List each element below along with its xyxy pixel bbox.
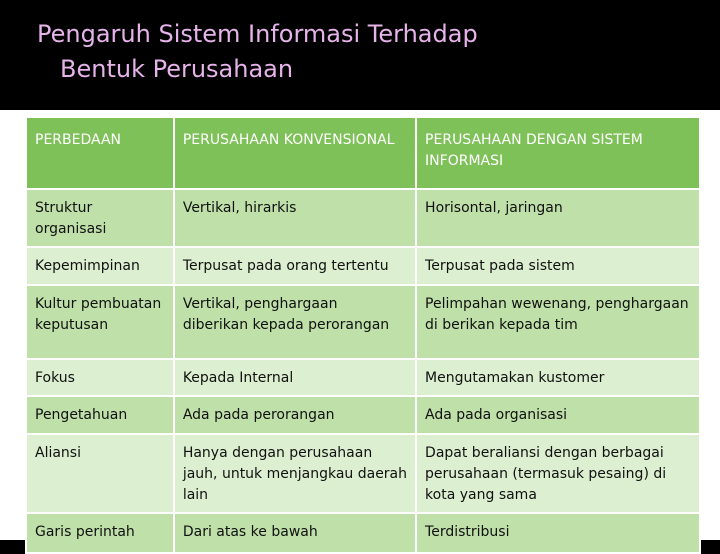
title-band [0,0,720,110]
table-row [26,247,700,285]
table-cell: Vertikal, hirarkis [174,189,416,247]
header-cell-sistem-informasi: PERUSAHAAN DENGAN SISTEM INFORMASI [416,117,700,189]
table-row [26,513,700,553]
header-cell-perbedaan: PERBEDAAN [26,117,174,189]
table-row [26,189,700,247]
table-cell: Dapat beraliansi dengan berbagai perusahaan (termasuk pesaing) di kota yang sama [416,434,700,513]
table-cell: Hanya dengan perusahaan jauh, untuk menjangkau daerah lain [174,434,416,513]
slide-title-line1: Pengaruh Sistem Informasi Terhadap [37,20,478,48]
table-row [26,396,700,434]
table-cell: Kultur pembuatan keputusan [26,285,174,359]
table-cell: Ada pada perorangan [174,396,416,434]
table-cell: Struktur organisasi [26,189,174,247]
table-cell: Fokus [26,359,174,396]
table-row [26,359,700,396]
table-cell: Pengetahuan [26,396,174,434]
table-cell: Kepemimpinan [26,247,174,285]
table-cell: Aliansi [26,434,174,513]
table-header-row [26,117,700,189]
slide-title-line2: Bentuk Perusahaan [60,55,294,83]
table-cell: Terpusat pada sistem [416,247,700,285]
table-cell: Terdistribusi [416,513,700,553]
comparison-table [25,116,701,554]
table-row [26,434,700,513]
table-cell: Horisontal, jaringan [416,189,700,247]
table-cell: Vertikal, penghargaan diberikan kepada perorangan [174,285,416,359]
table-cell: Mengutamakan kustomer [416,359,700,396]
table-cell: Dari atas ke bawah [174,513,416,553]
table-cell: Garis perintah [26,513,174,553]
table-row [26,285,700,359]
table-cell: Kepada Internal [174,359,416,396]
table-cell: Pelimpahan wewenang, penghargaan di berikan kepada tim [416,285,700,359]
header-cell-konvensional: PERUSAHAAN KONVENSIONAL [174,117,416,189]
table-cell: Terpusat pada orang tertentu [174,247,416,285]
table-cell: Ada pada organisasi [416,396,700,434]
